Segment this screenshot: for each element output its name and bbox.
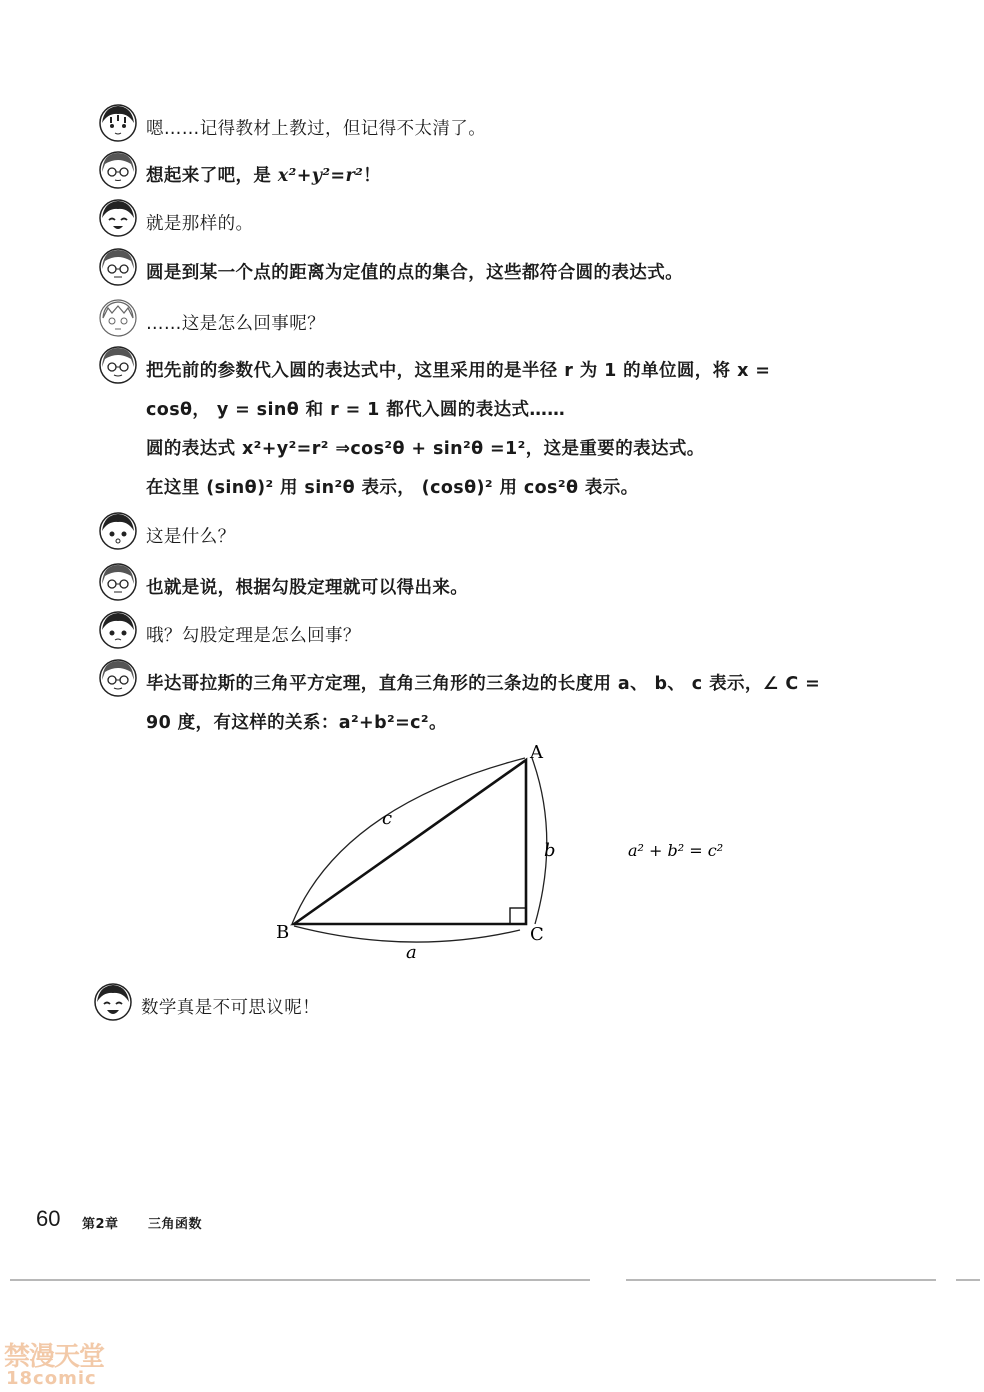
watermark-text: 禁漫天堂 [4, 1342, 105, 1372]
dialogue-text-post: ！ [363, 166, 382, 186]
vertex-c-label: C [530, 924, 544, 945]
girl-c-avatar-icon [98, 298, 138, 338]
dialogue-line: 90 度，有这样的关系：a²+b²=c²。 [146, 713, 447, 733]
dialogue-text [146, 352, 898, 508]
girl-b-avatar-icon [98, 658, 138, 698]
dialogue-text: 嗯……记得教材上教过，但记得不太清了。 [146, 119, 487, 139]
dialogue-text: 哦？勾股定理是怎么回事？ [146, 626, 361, 646]
footer-rule [10, 1279, 590, 1281]
girl-b-avatar-icon [98, 345, 138, 385]
chapter-label: 第2章 [82, 1217, 119, 1232]
watermark-text: 18comic [6, 1368, 97, 1389]
right-angle-mark [510, 908, 526, 924]
girl-a-avatar-icon [98, 610, 138, 650]
pythagoras-formula: a² + b² = c² [628, 841, 724, 860]
side-a-brace [294, 926, 520, 942]
girl-b-avatar-icon [98, 247, 138, 287]
section-label: 三角函数 [148, 1217, 203, 1232]
formula: x²+y²=r² [277, 166, 364, 186]
dialogue-line: cosθ， y = sinθ 和 r = 1 都代入圆的表达式…… [146, 400, 566, 420]
dialogue-text: 就是那样的。 [146, 214, 254, 234]
girl-a-avatar-icon [98, 511, 138, 551]
girl-a-avatar-icon [93, 982, 133, 1022]
side-c-label: c [382, 808, 393, 829]
dialogue-line: 在这里 (sinθ)² 用 sin²θ 表示， (cosθ)² 用 cos²θ 表示。 [146, 478, 639, 498]
girl-a-avatar-icon [98, 103, 138, 143]
footer-rule [956, 1279, 980, 1281]
dialogue-text: 数学真是不可思议呢！ [141, 998, 320, 1018]
girl-b-avatar-icon [98, 562, 138, 602]
side-a-label: a [406, 942, 417, 963]
girl-a-avatar-icon [98, 198, 138, 238]
dialogue-text [146, 665, 898, 743]
vertex-a-label: A [530, 742, 543, 763]
side-c-brace [292, 758, 525, 924]
girl-b-avatar-icon [98, 150, 138, 190]
dialogue-line: 把先前的参数代入圆的表达式中，这里采用的是半径 r 为 1 的单位圆，将 x = [146, 361, 771, 381]
right-triangle-diagram [270, 736, 750, 966]
side-b-label: b [544, 840, 556, 861]
dialogue-line: 毕达哥拉斯的三角平方定理，直角三角形的三条边的长度用 a、 b、 c 表示，∠ C = [146, 674, 821, 694]
dialogue-text: ……这是怎么回事呢？ [146, 314, 325, 334]
dialogue-line: 圆的表达式 x²+y²=r² ⇒cos²θ + sin²θ =1²，这是重要的表达式。 [146, 439, 705, 459]
footer-rule [626, 1279, 936, 1281]
dialogue-text: 这是什么？ [146, 527, 236, 547]
dialogue-text: 也就是说，根据勾股定理就可以得出来。 [146, 578, 469, 598]
page-number: 60 [36, 1206, 61, 1231]
dialogue-text [146, 157, 898, 196]
dialogue-text-pre: 想起来了吧，是 [146, 166, 278, 186]
vertex-b-label: B [276, 922, 290, 943]
triangle [294, 760, 526, 924]
dialogue-text: 圆是到某一个点的距离为定值的点的集合，这些都符合圆的表达式。 [146, 263, 683, 283]
